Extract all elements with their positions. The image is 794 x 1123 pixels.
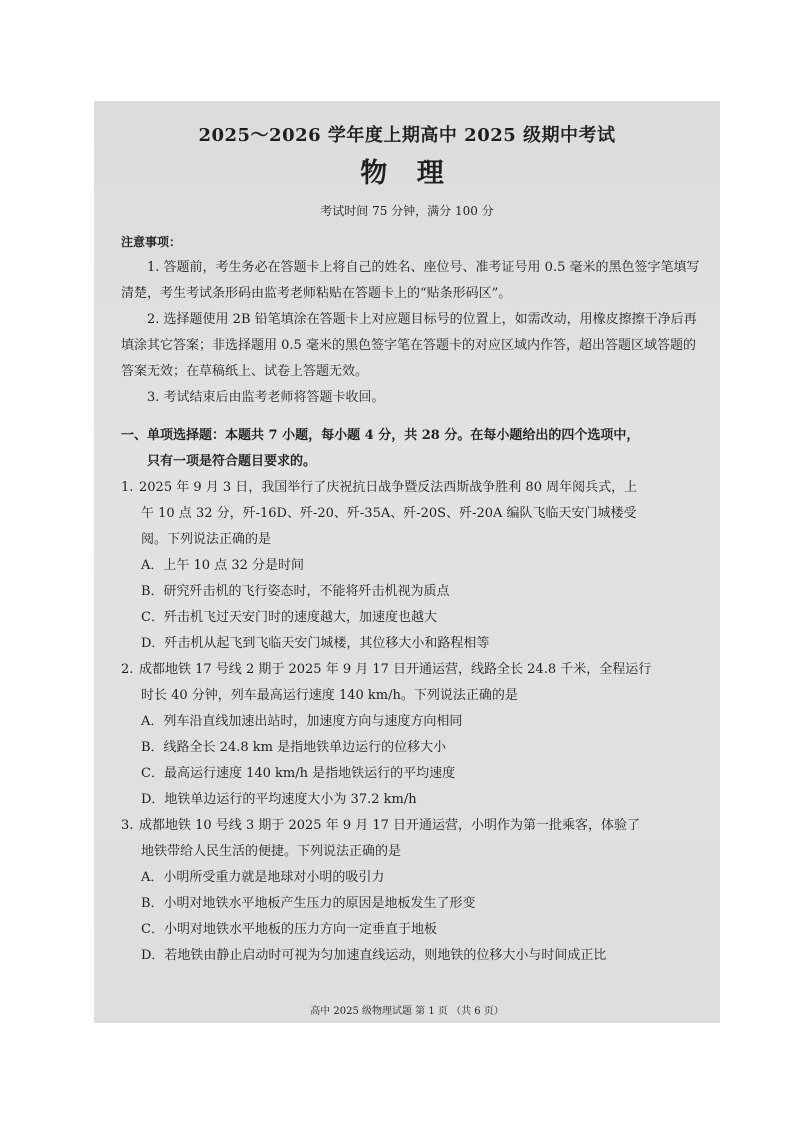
question-number: 3. [121,818,134,833]
option-c: C．歼击机飞过天安门时的速度越大，加速度也越大 [141,610,437,625]
option-a: A．列车沿直线加速出站时，加速度方向与速度方向相同 [141,714,463,729]
exam-title: 2025～2026 学年度上期高中 2025 级期中考试 [198,125,616,146]
question-stem-line: 地铁带给人民生活的便捷。下列说法正确的是 [141,844,402,859]
option-d: D．歼击机从起飞到飞临天安门城楼，其位移大小和路程相等 [141,636,490,651]
notice-section [121,229,701,411]
option-a: A．小明所受重力就是地球对小明的吸引力 [141,870,385,885]
question-stem-line: 2025 年 9 月 3 日，我国举行了庆祝抗日战争暨反法西斯战争胜利 80 周年阅兵式，上 [139,480,638,495]
option-c: C．最高运行速度 140 km/h 是指地铁运行的平均速度 [141,766,456,781]
notice-item-2: 2. 选择题使用 2B 铅笔填涂在答题卡上对应题目标号的位置上，如需改动，用橡皮擦擦干净后再填涂其它答案；非选择题用 0.5 毫米的黑色签字笔在答题卡的对应区域内作答，超出答题区域答题的答案无效；在草稿纸上、试卷上答题无效。 [121,312,697,379]
option-b: B．线路全长 24.8 km 是指地铁单边运行的位移大小 [141,740,447,755]
exam-info: 考试时间 75 分钟，满分 100 分 [320,204,494,218]
option-a: A．上午 10 点 32 分是时间 [141,558,305,573]
question-stem-line: 成都地铁 17 号线 2 期于 2025 年 9 月 17 日开通运营，线路全长 24.8 千米，全程运行 [139,662,652,677]
question-stem [121,475,701,501]
question-number: 1. [121,480,134,495]
notice-item-1: 1. 答题前，考生务必在答题卡上将自己的姓名、座位号、准考证号用 0.5 毫米的黑色签字笔填写清楚，考生考试条形码由监考老师粘贴在答题卡上的“贴条形码区”。 [121,260,700,301]
question-stem-line: 阅。下列说法正确的是 [141,532,272,547]
question-1 [121,475,701,657]
option-d: D．若地铁由静止启动时可视为匀加速直线运动，则地铁的位移大小与时间成正比 [141,948,607,963]
section-one [121,423,701,969]
exam-paper [94,101,720,1023]
subject-title: 物 理 [360,158,454,189]
question-stem [121,657,701,683]
notice-heading: 注意事项： [121,235,182,249]
question-stem-line: 成都地铁 10 号线 3 期于 2025 年 9 月 17 日开通运营，小明作为第一批乘客，体验了 [139,818,641,833]
notice-item-3: 3. 考试结束后由监考老师将答题卡收回。 [147,390,385,405]
option-c: C．小明对地铁水平地板的压力方向一定垂直于地板 [141,922,437,937]
page-footer: 高中 2025 级物理试题 第 1 页 （共 6 页） [310,1006,504,1017]
question-number: 2. [121,662,134,677]
question-stem-line: 时长 40 分钟，列车最高运行速度 140 km/h。下列说法正确的是 [141,688,518,703]
question-stem [121,813,701,839]
question-2 [121,657,701,813]
option-d: D．地铁单边运行的平均速度大小为 37.2 km/h [141,792,417,807]
section-heading-line1: 一、单项选择题：本题共 7 小题，每小题 4 分，共 28 分。在每小题给出的四个选项中， [121,428,640,443]
option-b: B．小明对地铁水平地板产生压力的原因是地板发生了形变 [141,896,476,911]
question-stem-line: 午 10 点 32 分，歼-16D、歼-20、歼-35A、歼-20S、歼-20A 编队飞临天安门城楼受 [141,506,637,521]
section-heading-line2: 只有一项是符合题目要求的。 [147,454,317,469]
option-b: B．研究歼击机的飞行姿态时，不能将歼击机视为质点 [141,584,450,599]
question-3 [121,813,701,969]
